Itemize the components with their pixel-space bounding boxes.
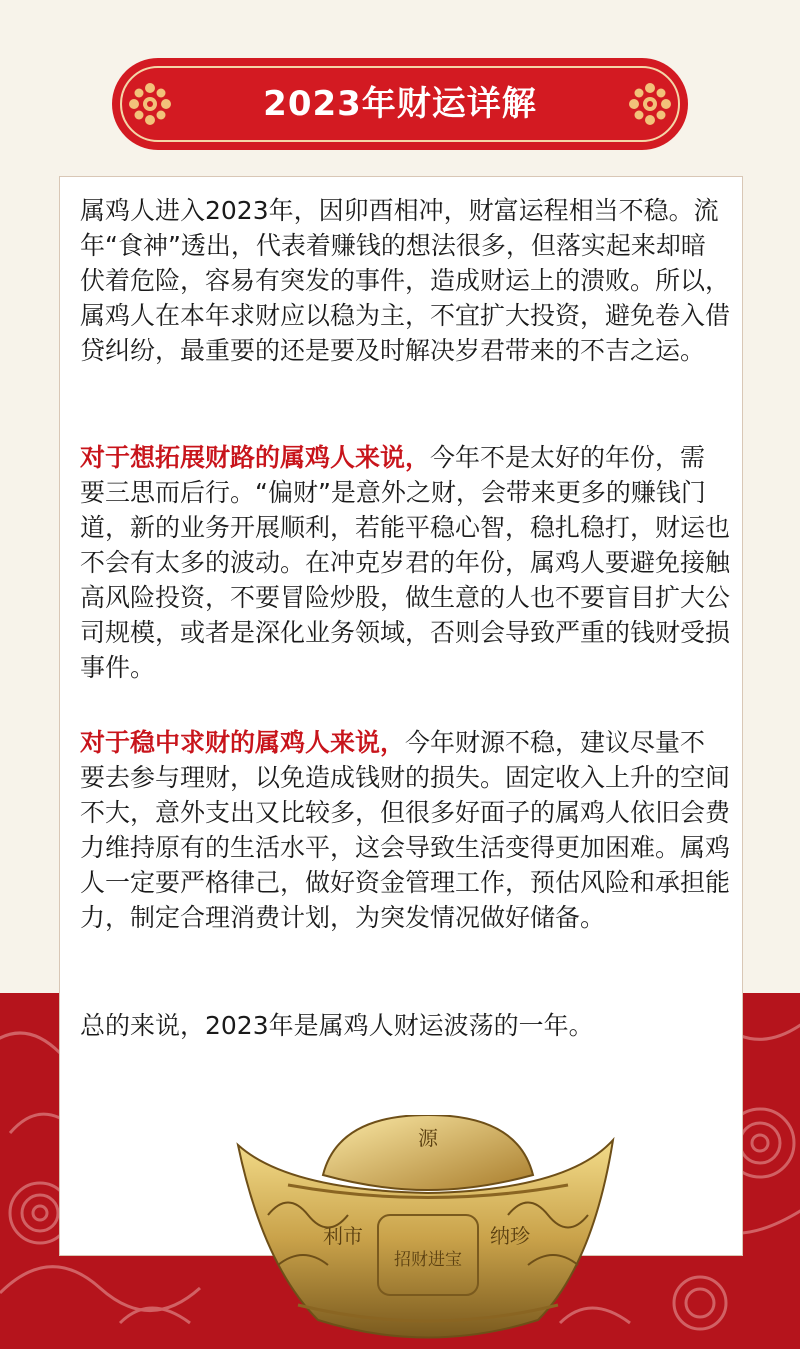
- paragraph-lead: 对于稳中求财的属鸡人来说，: [80, 728, 406, 757]
- page-title: 2023年财运详解: [263, 84, 537, 124]
- ingot-engraving-left: 利市: [323, 1224, 363, 1248]
- paragraph-steady-wealth: [80, 725, 730, 935]
- paragraph-text: 属鸡人进入2023年，因卯酉相冲，财富运程相当不稳。流年“食神”透出，代表着赚钱的想法很多，但落实起来却暗伏着危险，容易有突发的事件，造成财运上的溃败。所以，属鸡人在本年求财应以稳为主，不宜扩大投资，避免卷入借贷纠纷，最重要的还是要及时解决岁君带来的不吉之运。: [80, 196, 731, 365]
- paragraph-expand-wealth: [80, 440, 730, 685]
- ingot-engraving-right: 纳珍: [490, 1224, 530, 1248]
- gold-ingot-icon: [228, 1115, 628, 1349]
- paragraph-text: 今年财源不稳，建议尽量不要去参与理财，以免造成钱财的损失。固定收入上升的空间不大，意外支出又比较多，但很多好面子的属鸡人依旧会费力维持原有的生活水平，这会导致生活变得更加困难。属鸡人一定要严格律己，做好资金管理工作，预估风险和承担能力，制定合理消费计划，为突发情况做好储备。: [80, 728, 731, 932]
- paragraph-text: 今年不是太好的年份，需要三思而后行。“偏财”是意外之财，会带来更多的赚钱门道，新的业务开展顺利，若能平稳心智，稳扎稳打，财运也不会有太多的波动。在冲克岁君的年份，属鸡人要避免接触高风险投资，不要冒险炒股，做生意的人也不要盲目扩大公司规模，或者是深化业务领域，否则会导致严重的钱财受损事件。: [80, 443, 731, 682]
- paragraph-summary: [80, 1008, 730, 1043]
- paragraph-lead: 对于想拓展财路的属鸡人来说，: [80, 443, 431, 472]
- ingot-engraving-center: 招财进宝: [394, 1250, 462, 1270]
- paragraph-intro: [80, 193, 730, 368]
- ingot-engraving-top: 源: [418, 1126, 438, 1150]
- paragraph-text: 总的来说，2023年是属鸡人财运波荡的一年。: [80, 1011, 594, 1040]
- title-banner: [112, 58, 688, 150]
